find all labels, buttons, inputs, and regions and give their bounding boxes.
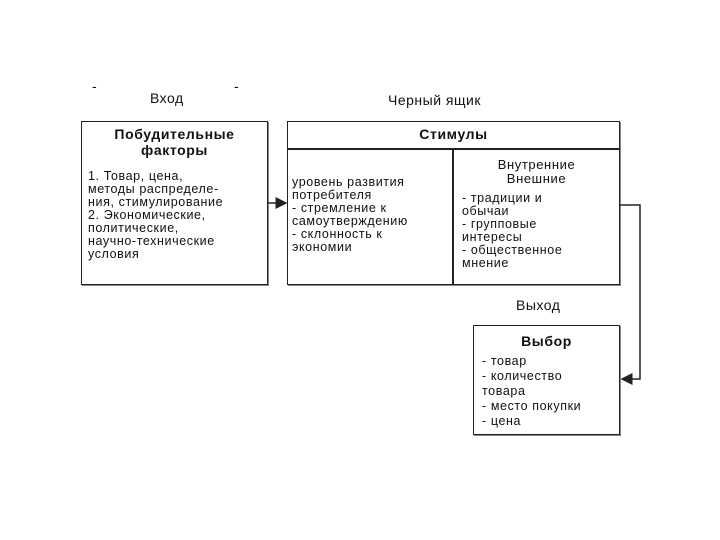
left-dash: - [92, 78, 98, 94]
choice-line: - место покупки [482, 399, 582, 413]
factors-title-line2: факторы [141, 142, 208, 158]
choice-line: - цена [482, 414, 522, 428]
stimuli-left-line: самоутверждению [292, 214, 408, 228]
right-dash: - [234, 78, 240, 94]
factors-line: 2. Экономические, [88, 208, 206, 222]
factors-title-line1: Побудительные [114, 126, 235, 142]
output-label: Выход [516, 297, 561, 313]
stimuli-right-line: - традиции и [462, 191, 543, 205]
stimuli-left-line: потребителя [292, 188, 372, 202]
stimuli-right-line: обычаи [462, 204, 510, 218]
output-arrow [620, 205, 640, 379]
stimuli-left-line: экономии [292, 240, 353, 254]
choice-title: Выбор [521, 333, 572, 349]
stimuli-left-line: - стремление к [292, 201, 387, 215]
choice-line: - количество [482, 369, 563, 383]
factors-line: ния, стимулирование [88, 195, 224, 209]
stimuli-left-line: - склонность к [292, 227, 383, 241]
external-heading: Внешние [506, 171, 567, 186]
factors-line: политические, [88, 221, 179, 235]
internal-heading: Внутренние [497, 157, 576, 172]
stimuli-right-line: интересы [462, 230, 523, 244]
input-label: Вход [150, 90, 184, 106]
stimuli-right-line: мнение [462, 256, 509, 270]
factors-line: научно-технические [88, 234, 215, 248]
stimuli-left-line: уровень развития [292, 175, 405, 189]
choice-line: товара [482, 384, 526, 398]
stimuli-title: Стимулы [419, 126, 488, 142]
stimuli-right-line: - общественное [462, 243, 563, 257]
black-box-label: Черный ящик [388, 92, 481, 108]
choice-line: - товар [482, 354, 527, 368]
factors-line: методы распределе- [88, 182, 219, 196]
stimuli-right-line: - групповые [462, 217, 537, 231]
factors-line: 1. Товар, цена, [88, 169, 184, 183]
factors-line: условия [88, 247, 140, 261]
